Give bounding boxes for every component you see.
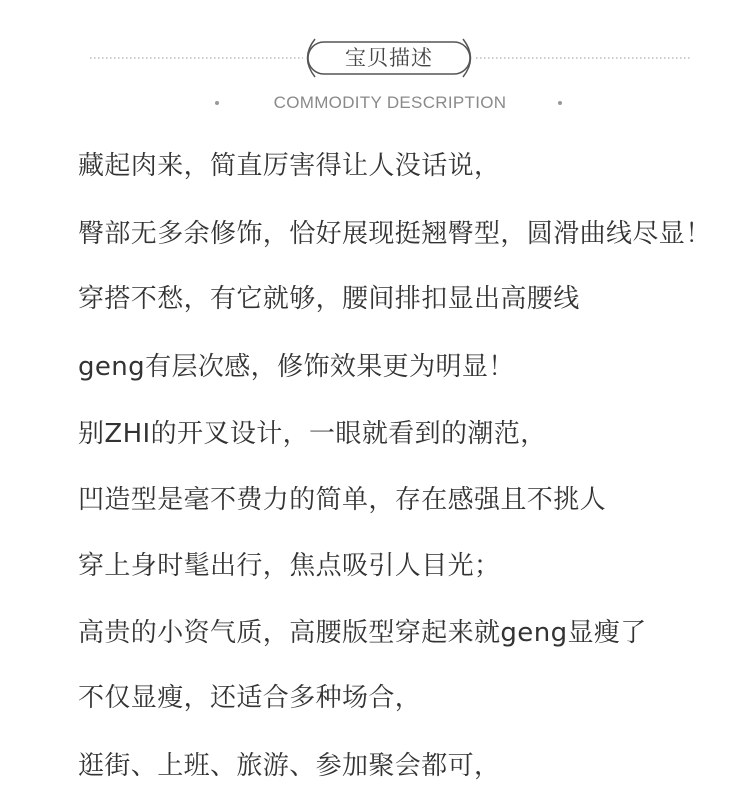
description-line: 高贵的小资气质，高腰版型穿起来就geng显瘦了: [78, 618, 647, 648]
section-title: 宝贝描述: [345, 46, 433, 70]
description-line: 不仅显瘦，还适合多种场合，: [78, 683, 422, 713]
description-line: geng有层次感，修饰效果更为明显！: [78, 352, 515, 382]
description-line: 臀部无多余修饰，恰好展现挺翘臀型，圆滑曲线尽显！: [78, 219, 712, 249]
section-subtitle: COMMODITY DESCRIPTION: [273, 93, 507, 112]
description-line: 别ZHI的开叉设计，一眼就看到的潮范，: [78, 419, 547, 449]
description-line: 逛街、上班、旅游、参加聚会都可，: [78, 751, 501, 781]
description-line: 穿搭不愁，有它就够，腰间排扣显出高腰线: [78, 284, 580, 314]
description-line: 穿上身时髦出行，焦点吸引人目光；: [78, 551, 501, 581]
bullet-dot-right: [558, 101, 562, 105]
description-line: 藏起肉来，简直厉害得让人没话说，: [78, 151, 501, 181]
description-line: 凹造型是毫不费力的简单，存在感强且不挑人: [78, 485, 607, 515]
